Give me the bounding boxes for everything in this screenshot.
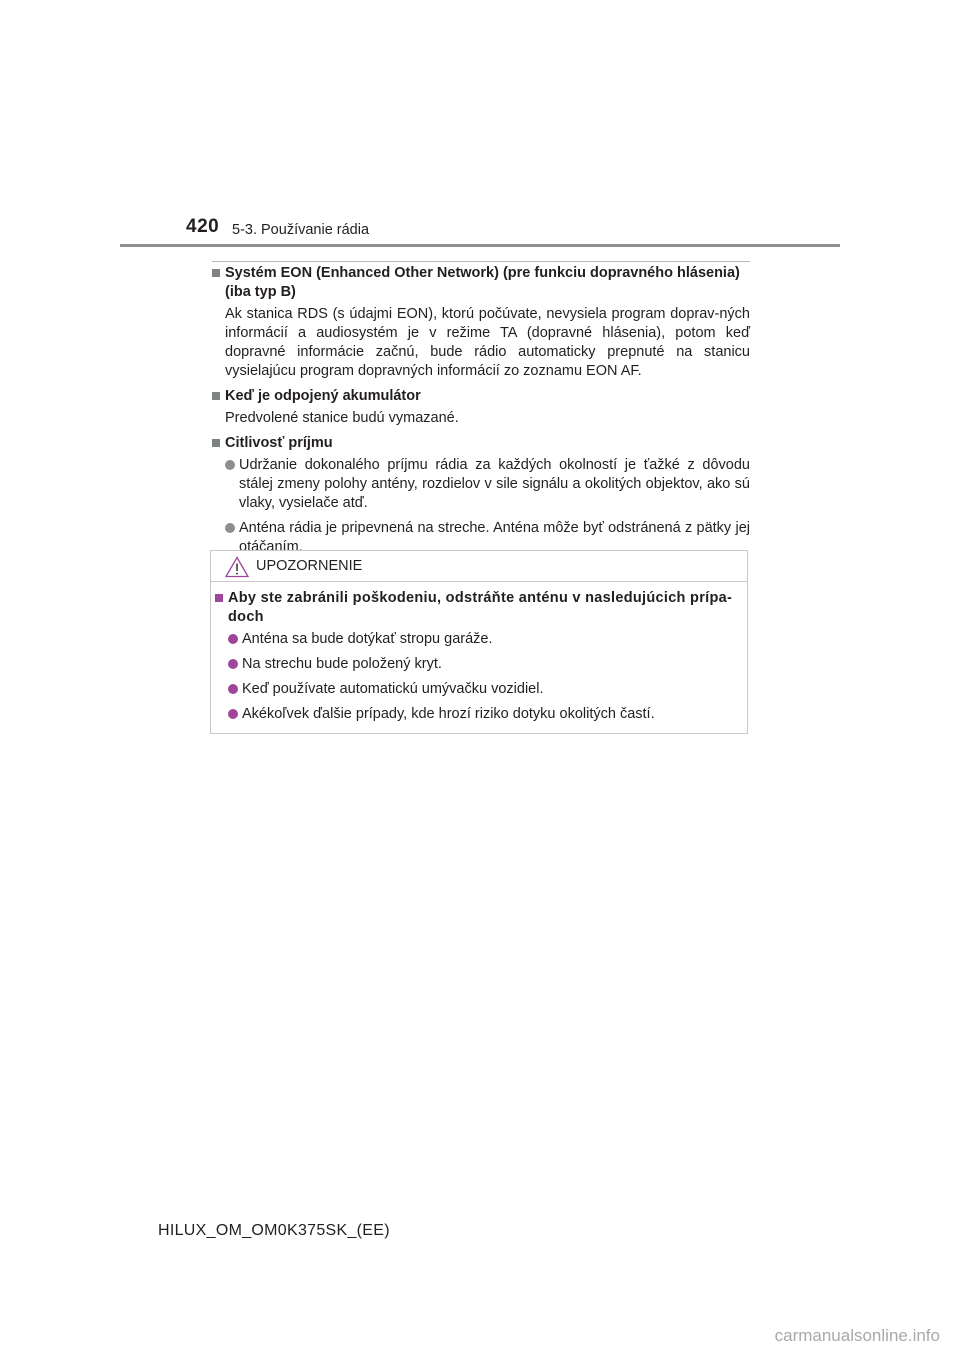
section-text: Ak stanica RDS (s údajmi EON), ktorú počúvate, nevysiela program doprav-ných informácií a audiosystém je v režime TA (dopravné hlásenia), potom keď dopravné informácie začnú, bude rádio automaticky prepnuté na stanicu vysielajúcu program dopravných informácií zo zoznamu EON AF.: [225, 306, 750, 379]
round-bullet-icon: [225, 523, 235, 533]
section-eon: [210, 264, 750, 381]
caution-box: [210, 550, 748, 734]
section-text: Predvolené stanice budú vymazané.: [225, 410, 459, 426]
main-content: [210, 264, 750, 563]
round-bullet-icon: [228, 684, 238, 694]
section-heading: Citlivosť príjmu: [210, 434, 750, 453]
section-heading: Systém EON (Enhanced Other Network) (pre funkciu dopravného hlásenia) (iba typ B): [210, 264, 750, 302]
section-battery: [210, 387, 750, 428]
header-rule: [120, 244, 840, 247]
square-bullet-icon: [215, 594, 223, 602]
square-bullet-icon: [212, 439, 220, 447]
round-bullet-icon: [228, 709, 238, 719]
caution-body: [213, 589, 745, 724]
list-item: Anténa rádia je pripevnená na streche. Anténa môže byť odstránená z pätky jej otáčaním.: [225, 519, 750, 557]
round-bullet-icon: [228, 634, 238, 644]
caution-title: UPOZORNENIE: [256, 558, 363, 574]
page-number: 420: [186, 216, 220, 237]
round-bullet-icon: [225, 460, 235, 470]
list-item: Keď používate automatickú umývačku vozidiel.: [228, 680, 745, 699]
section-heading: Keď je odpojený akumulátor: [210, 387, 750, 406]
section-sensitivity: [210, 434, 750, 557]
list-item: Anténa sa bude dotýkať stropu garáže.: [228, 630, 745, 649]
document-code: HILUX_OM_OM0K375SK_(EE): [158, 1222, 390, 1239]
caution-heading: Aby ste zabránili poškodeniu, odstráňte anténu v nasledujúcich prípa-doch: [213, 589, 745, 627]
section-title: 5-3. Používanie rádia: [232, 222, 370, 238]
content-top-rule: [212, 261, 750, 262]
caution-header: [211, 551, 747, 582]
square-bullet-icon: [212, 392, 220, 400]
list-item: Udržanie dokonalého príjmu rádia za každých okolností je ťažké z dôvodu stálej zmeny polohy antény, rozdielov v sile signálu a okolitých objektov, ako sú vlaky, vysielače atď.: [225, 456, 750, 513]
square-bullet-icon: [212, 269, 220, 277]
watermark: carmanualsonline.info: [774, 1326, 940, 1345]
round-bullet-icon: [228, 659, 238, 669]
list-item: Na strechu bude položený kryt.: [228, 655, 745, 674]
list-item: Akékoľvek ďalšie prípady, kde hrozí riziko dotyku okolitých častí.: [228, 705, 745, 724]
warning-triangle-icon: [225, 556, 249, 578]
